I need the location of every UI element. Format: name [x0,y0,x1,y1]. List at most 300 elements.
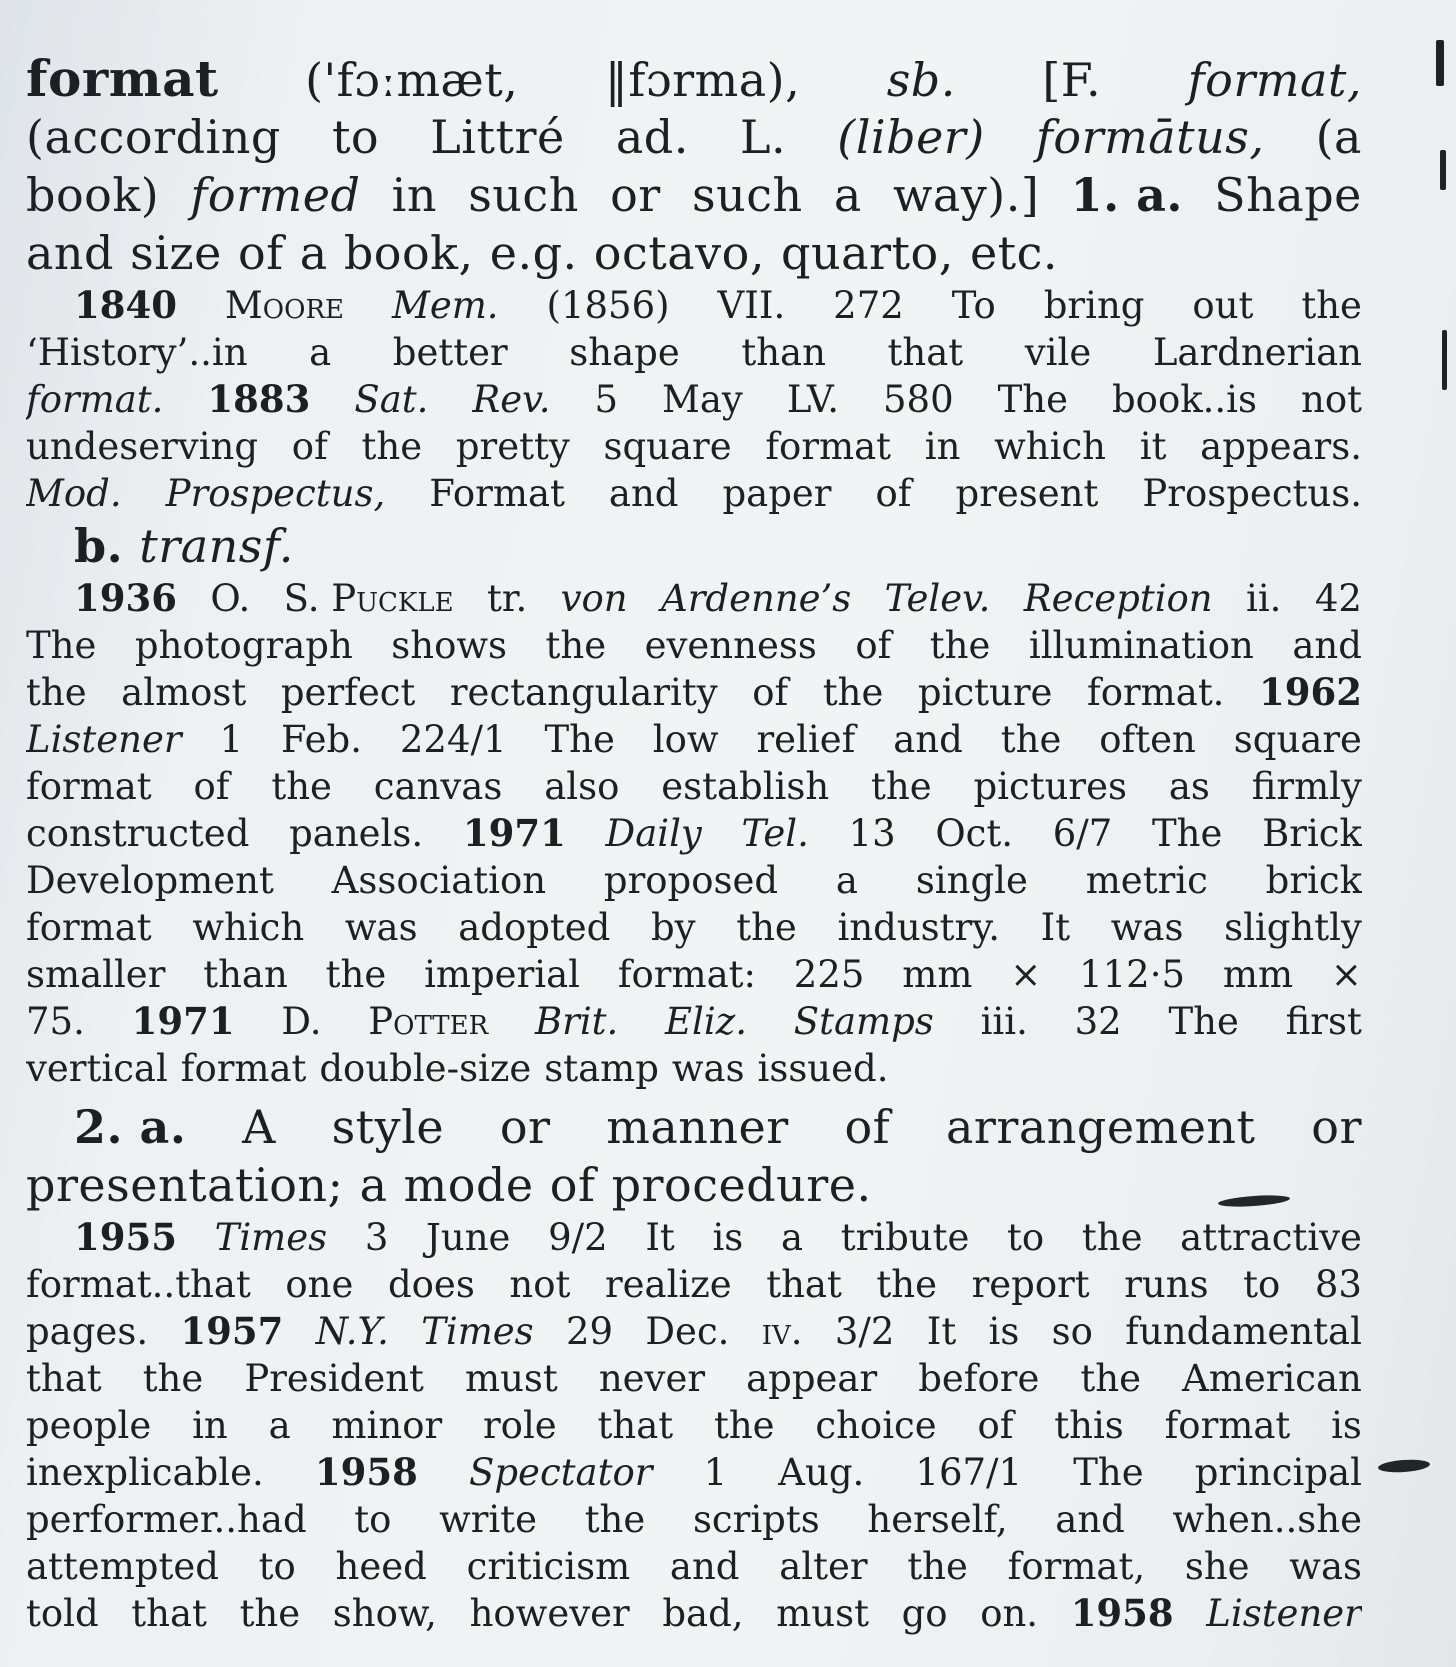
word: Stamps [793,1000,934,1043]
word: it [1139,425,1167,468]
word: Mem. [391,284,499,327]
word: show, [332,1592,437,1635]
word: Mod. [26,472,122,515]
word: ad. [615,110,689,164]
word: Association [331,859,547,902]
word: Tel. [741,812,809,855]
word: alter [779,1545,868,1588]
word: mm [1222,953,1294,996]
word: iii. [980,1000,1028,1043]
word: better [392,331,508,374]
word: must [464,1357,558,1400]
word: however [469,1592,630,1635]
word: undeserving [26,425,259,468]
word: Eliz. [665,1000,747,1043]
word: e.g. [489,226,578,280]
word: O. [210,577,251,620]
word: relief [756,718,856,761]
word: The [1073,1451,1144,1494]
word: such [691,168,803,222]
word: (liber) [837,110,985,164]
word: 1840 [74,283,177,327]
word: 1958 [314,1450,418,1494]
word: the [26,671,87,714]
word: style [331,1100,445,1154]
word: report [971,1263,1090,1306]
word: Littré [430,110,565,164]
word: format: [617,953,756,996]
word: such [468,168,579,222]
word: write [439,1498,538,1541]
word: bad, [662,1592,744,1635]
word: Telev. [884,577,991,620]
word: The [1151,812,1223,855]
word: format. [26,378,164,421]
word: Prospectus, [165,472,386,515]
word: or [610,168,661,222]
text-line [26,669,1362,716]
word: of [291,425,328,468]
word: L. [739,110,787,164]
word: that [597,1404,674,1447]
word: of [193,765,230,808]
word: the [142,1357,204,1400]
word: pictures [973,765,1127,808]
word: 42 [1314,577,1362,620]
word: often [1099,718,1196,761]
word: of [844,1100,891,1154]
word: [F. [1042,53,1102,107]
word: when..she [1172,1498,1362,1541]
word: performer..had [26,1498,307,1541]
word: the [907,1545,968,1588]
word: Listener [26,718,182,761]
word: ii. [1246,577,1282,620]
text-line [26,1590,1362,1637]
word: than [741,331,826,374]
word: a [359,1158,388,1212]
word: iv. [761,1310,803,1353]
word: Shape [1214,168,1362,222]
word: and [893,718,963,761]
word: Sat. [354,378,429,421]
word: the [736,906,797,949]
word: ('fɔːmæt, [305,53,519,107]
word: Moore [224,284,344,327]
word: Lardnerian [1152,331,1362,374]
word: of [875,472,912,515]
word: appears. [1200,425,1362,468]
word: way).] [893,168,1040,222]
word: and [1055,1498,1125,1541]
word: imperial [424,953,580,996]
word: format [180,1047,307,1090]
word: format. [1087,671,1225,714]
word: the [876,1263,938,1306]
text-line [26,951,1362,998]
word: 75. [26,1000,85,1043]
word: Potter [368,1000,489,1043]
word: to [1243,1263,1281,1306]
word: the [325,953,387,996]
word: people [26,1404,152,1447]
word: 1971 [462,811,566,855]
word: and [26,226,114,280]
headword: format [26,50,219,108]
word: sb. [886,53,956,107]
word: Feb. [280,718,362,761]
word: before [918,1357,1040,1400]
word: VII. [717,284,786,327]
word: × [1330,953,1362,996]
word: 1962 [1259,670,1362,714]
word: shape [569,331,680,374]
word: presentation; [26,1158,344,1212]
text-line [26,470,1362,517]
word: 83 [1314,1263,1362,1306]
word: must [776,1592,869,1635]
word: Ardenne’s [661,577,852,620]
text-line [26,517,1362,575]
word: 224/1 [399,718,507,761]
word: pages. [26,1310,149,1353]
word: almost [121,671,247,714]
word: the [1301,284,1362,327]
word: Brick [1262,812,1362,855]
word: and [1292,624,1362,667]
word: of [977,1404,1014,1447]
text-line [26,1156,1362,1214]
word: procedure. [611,1158,872,1212]
word: this [1054,1404,1124,1447]
word: book) [26,168,160,222]
word: 167/1 [915,1451,1023,1494]
word: 29 [565,1310,614,1353]
word: that [131,1592,207,1635]
word: Daily [605,812,702,855]
word: in [391,168,437,222]
word: format [765,425,892,468]
text-line [26,998,1362,1045]
word: format..that [26,1263,251,1306]
margin-bracket-mark [1440,150,1446,190]
word: as [1168,765,1210,808]
word: The [544,718,615,761]
word: illumination [1028,624,1254,667]
word: Aug. [778,1451,865,1494]
word: tr. [486,577,528,620]
text-line [26,1308,1362,1355]
word: N.Y. [315,1310,389,1353]
word: Prospectus. [1142,472,1362,515]
text-line [26,423,1362,470]
word: (a [1315,110,1362,164]
text-line [26,282,1362,329]
margin-bracket-mark [1442,330,1447,390]
word: Times [421,1310,534,1353]
word: attractive [1180,1216,1362,1259]
word: 1971 [131,999,235,1043]
word: pretty [455,425,570,468]
word: format [26,765,152,808]
word: President [244,1357,424,1400]
word: which [994,425,1107,468]
word: 2. a. [74,1100,187,1154]
word: formātus, [1035,110,1265,164]
word: Listener [1206,1592,1362,1635]
word: picture [917,671,1053,714]
word: low [652,718,719,761]
word: 1. a. [1070,168,1183,222]
text-line [26,857,1362,904]
word: Oct. [935,812,1014,855]
word: never [598,1357,706,1400]
word: Dec. [645,1310,730,1353]
text-line [26,1045,1362,1092]
word: one [285,1263,354,1306]
word: May [661,378,743,421]
word: the [545,624,607,667]
word: is [712,1216,744,1259]
word: role [482,1404,557,1447]
word: that [26,1357,102,1400]
word: the [361,425,423,468]
word: and [669,1545,740,1588]
word: format [1164,1404,1291,1447]
word: 1958 [1070,1591,1174,1635]
word: a [268,1404,291,1447]
word: It [926,1310,957,1353]
word: was [1289,1545,1362,1588]
word: 6/7 [1052,812,1113,855]
word: so [1051,1310,1093,1353]
word: or [1311,1100,1362,1154]
word: shows [391,624,508,667]
word: the [713,1404,775,1447]
margin-bracket-mark [1436,40,1444,86]
word: a [835,859,858,902]
word: octavo, [593,226,765,280]
text-line [26,622,1362,669]
word: etc. [969,226,1059,280]
word: is [1331,1404,1362,1447]
word: A [242,1100,276,1154]
word: stamp [544,1047,659,1090]
word: 3 [364,1216,389,1259]
word: the [871,765,932,808]
word: fundamental [1125,1310,1362,1353]
word: of [855,624,892,667]
word: on. [980,1592,1039,1635]
word: von [560,577,628,620]
word: × [1010,953,1042,996]
word: a [309,331,332,374]
word: Spectator [469,1451,653,1494]
word: format [26,906,152,949]
word: the [239,1592,301,1635]
word: American [1182,1357,1362,1400]
word: the [1081,1216,1143,1259]
word: panels. [289,812,424,855]
word: industry. [837,906,1000,949]
word: to [1007,1216,1045,1259]
word: not [1301,378,1362,421]
word: mm [902,953,973,996]
word: Brit. [534,1000,619,1043]
word: bring [1043,284,1145,327]
word: a [833,168,862,222]
word: criticism [466,1545,631,1588]
text-line [26,810,1362,857]
word: firmly [1251,765,1362,808]
word: tribute [840,1216,970,1259]
word: formed [190,168,361,222]
text-line [26,1402,1362,1449]
word: by [651,906,696,949]
word: 3/2 [834,1310,895,1353]
word: inexplicable. [26,1451,264,1494]
word: square [603,425,732,468]
word: single [915,859,1028,902]
word: 1 [219,718,244,761]
word: vertical [26,1047,168,1090]
word: 1883 [207,377,311,421]
text-line [26,376,1362,423]
word: in [192,1404,228,1447]
word: scripts [692,1498,820,1541]
word: size [130,226,222,280]
word: square [1233,718,1362,761]
word: the [271,765,332,808]
word: ‘History’..in [26,331,248,374]
word: paper [722,472,832,515]
dictionary-entry-column [26,50,1362,1637]
text-line [26,166,1362,224]
word: 5 [594,378,618,421]
word: S. Puckle [283,577,454,620]
text-line [26,1543,1362,1590]
text-line [26,1449,1362,1496]
word: quarto, [781,226,954,280]
word: is [988,1310,1020,1353]
word: and [608,472,679,515]
word: brick [1265,859,1362,902]
text-line [26,1098,1362,1156]
word: double-size [319,1047,532,1090]
word: was [671,1047,745,1090]
word: metric [1085,859,1208,902]
word: than [203,953,288,996]
word: not [509,1263,571,1306]
word: 1 [703,1451,728,1494]
word: The [997,378,1069,421]
word: that [887,331,964,374]
word: first [1285,1000,1362,1043]
word: was [344,906,418,949]
word: of [237,226,284,280]
word: (according [26,110,281,164]
word: It [645,1216,675,1259]
word: b. [74,519,124,573]
text-line [26,224,1362,282]
word: vile [1024,331,1092,374]
word: appear [746,1357,878,1400]
word: that [766,1263,842,1306]
word: out [1192,284,1254,327]
word: proposed [603,859,779,902]
text-line [26,575,1362,622]
word: establish [661,765,830,808]
word: format, [1187,53,1362,107]
word: Rev. [472,378,551,421]
word: of [752,671,789,714]
word: was [1110,906,1184,949]
word: manner [606,1100,789,1154]
word: in [924,425,961,468]
word: The [26,624,97,667]
word: heed [335,1545,427,1588]
word: book..is [1112,378,1258,421]
word: 580 [883,378,954,421]
word: attempted [26,1545,219,1588]
word: a [299,226,328,280]
word: present [955,472,1099,515]
word: the [584,1498,646,1541]
word: smaller [26,953,166,996]
word: (1856) [546,284,670,327]
word: transf. [139,519,294,573]
word: book, [343,226,474,280]
word: Development [26,859,274,902]
word: Format [429,472,565,515]
text-line [26,108,1362,166]
word: the [1000,718,1062,761]
word: 1955 [74,1215,177,1259]
word: 112·5 [1079,953,1186,996]
word: June [426,1216,511,1259]
word: slightly [1224,906,1362,949]
word: which [192,906,305,949]
word: go [901,1592,948,1635]
text-line [26,1261,1362,1308]
word: D. [281,1000,322,1043]
word: principal [1194,1451,1362,1494]
word: 32 [1074,1000,1122,1043]
word: the [929,624,991,667]
word: does [387,1263,475,1306]
word: LV. [786,378,840,421]
text-line [26,763,1362,810]
word: Reception [1023,577,1213,620]
word: format, [1007,1545,1146,1588]
word: ‖fɔrma), [604,53,801,107]
word: The [1168,1000,1239,1043]
word: issued. [757,1047,889,1090]
text-line [26,904,1362,951]
word: she [1184,1545,1250,1588]
word: minor [331,1404,443,1447]
word: told [26,1592,99,1635]
word: constructed [26,812,250,855]
word: the [822,671,884,714]
word: a [780,1216,804,1259]
word: or [499,1100,551,1154]
word: To [951,284,996,327]
word: rectangularity [449,671,718,714]
word: to [354,1498,392,1541]
word: 9/2 [548,1216,608,1259]
text-line [26,716,1362,763]
